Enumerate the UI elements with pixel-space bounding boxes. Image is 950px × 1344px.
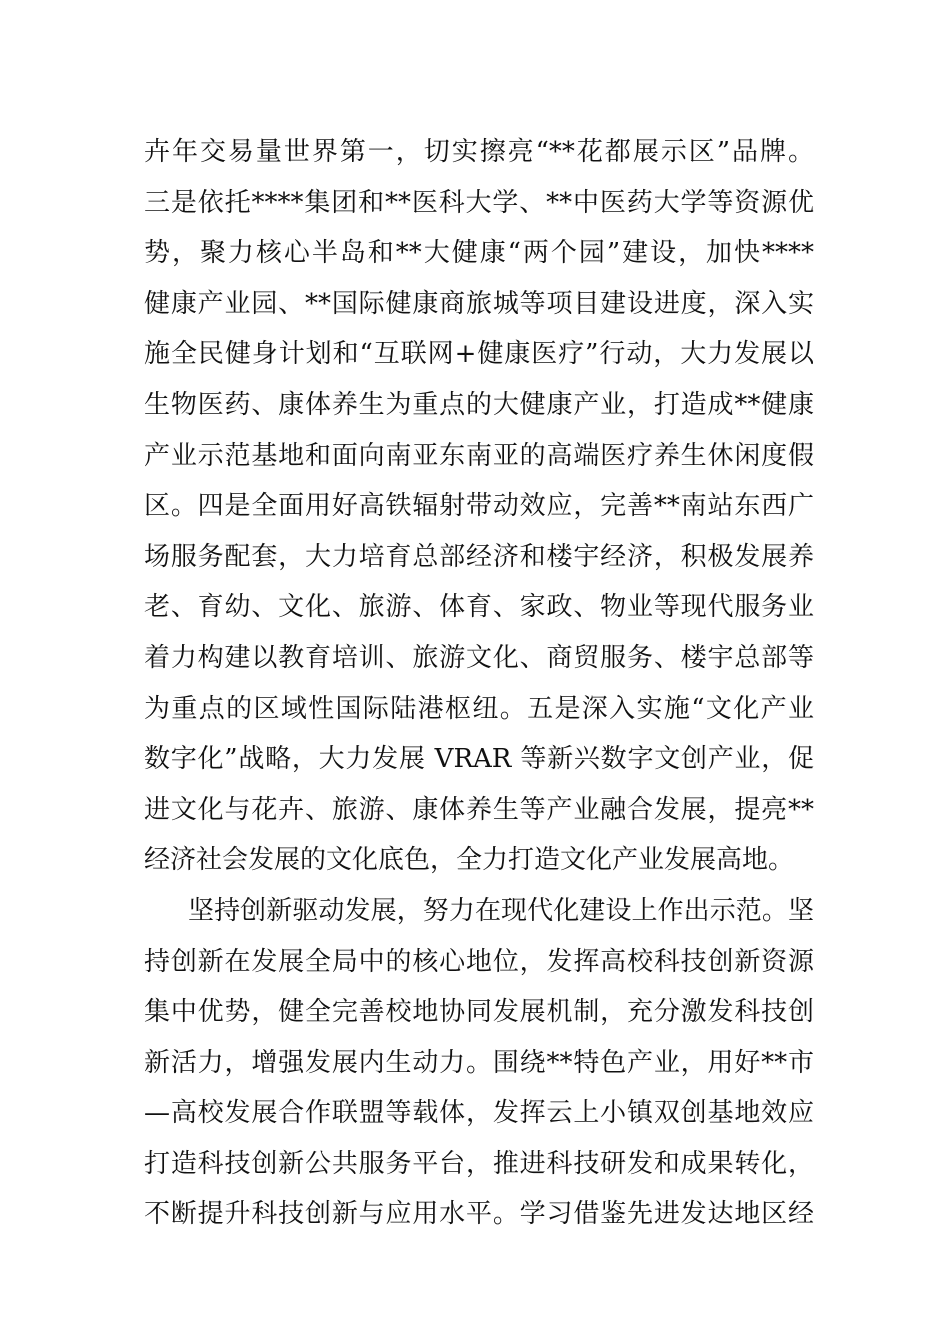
text-line: 场服务配套，大力培育总部经济和楼宇经济，积极发展养: [144, 541, 814, 572]
text-line: 势，聚力核心半岛和**大健康“两个园”建设，加快****: [144, 238, 814, 269]
paragraph-first-line: 坚持创新驱动发展，努力在现代化建设上作出示范。坚: [188, 895, 814, 926]
text-line: 进文化与花卉、旅游、康体养生等产业融合发展，提亮**: [144, 794, 814, 825]
text-line: 生物医药、康体养生为重点的大健康产业，打造成**健康: [144, 389, 814, 420]
text-line: 新活力，增强发展内生动力。围绕**特色产业，用好**市: [144, 1047, 814, 1078]
body-text: [144, 127, 814, 1240]
text-line: 健康产业园、**国际健康商旅城等项目建设进度，深入实: [144, 288, 814, 319]
text-line: 卉年交易量世界第一，切实擦亮“**花都展示区”品牌。: [144, 137, 814, 167]
text-line: 三是依托****集团和**医科大学、**中医药大学等资源优: [144, 187, 814, 218]
text-line: —高校发展合作联盟等载体，发挥云上小镇双创基地效应: [144, 1098, 814, 1129]
text-line: 持创新在发展全局中的核心地位，发挥高校科技创新资源: [144, 946, 814, 977]
text-line: 集中优势，健全完善校地协同发展机制，充分激发科技创: [144, 997, 814, 1028]
text-line: 施全民健身计划和“互联网+健康医疗”行动，大力发展以: [144, 339, 814, 370]
text-line: 为重点的区域性国际陆港枢纽。五是深入实施“文化产业: [144, 693, 814, 724]
text-line: 区。四是全面用好高铁辐射带动效应，完善**南站东西广: [144, 491, 814, 522]
text-line: 数字化”战略，大力发展 VRAR 等新兴数字文创产业，促: [144, 744, 814, 775]
text-line: 经济社会发展的文化底色，全力打造文化产业发展高地。: [144, 845, 795, 876]
text-line: 着力构建以教育培训、旅游文化、商贸服务、楼宇总部等: [144, 642, 814, 673]
text-line: 老、育幼、文化、旅游、体育、家政、物业等现代服务业: [144, 592, 814, 623]
text-line: 不断提升科技创新与应用水平。学习借鉴先进发达地区经: [144, 1199, 814, 1230]
text-line: 打造科技创新公共服务平台，推进科技研发和成果转化，: [144, 1148, 814, 1179]
text-line: 产业示范基地和面向南亚东南亚的高端医疗养生休闲度假: [144, 440, 814, 471]
